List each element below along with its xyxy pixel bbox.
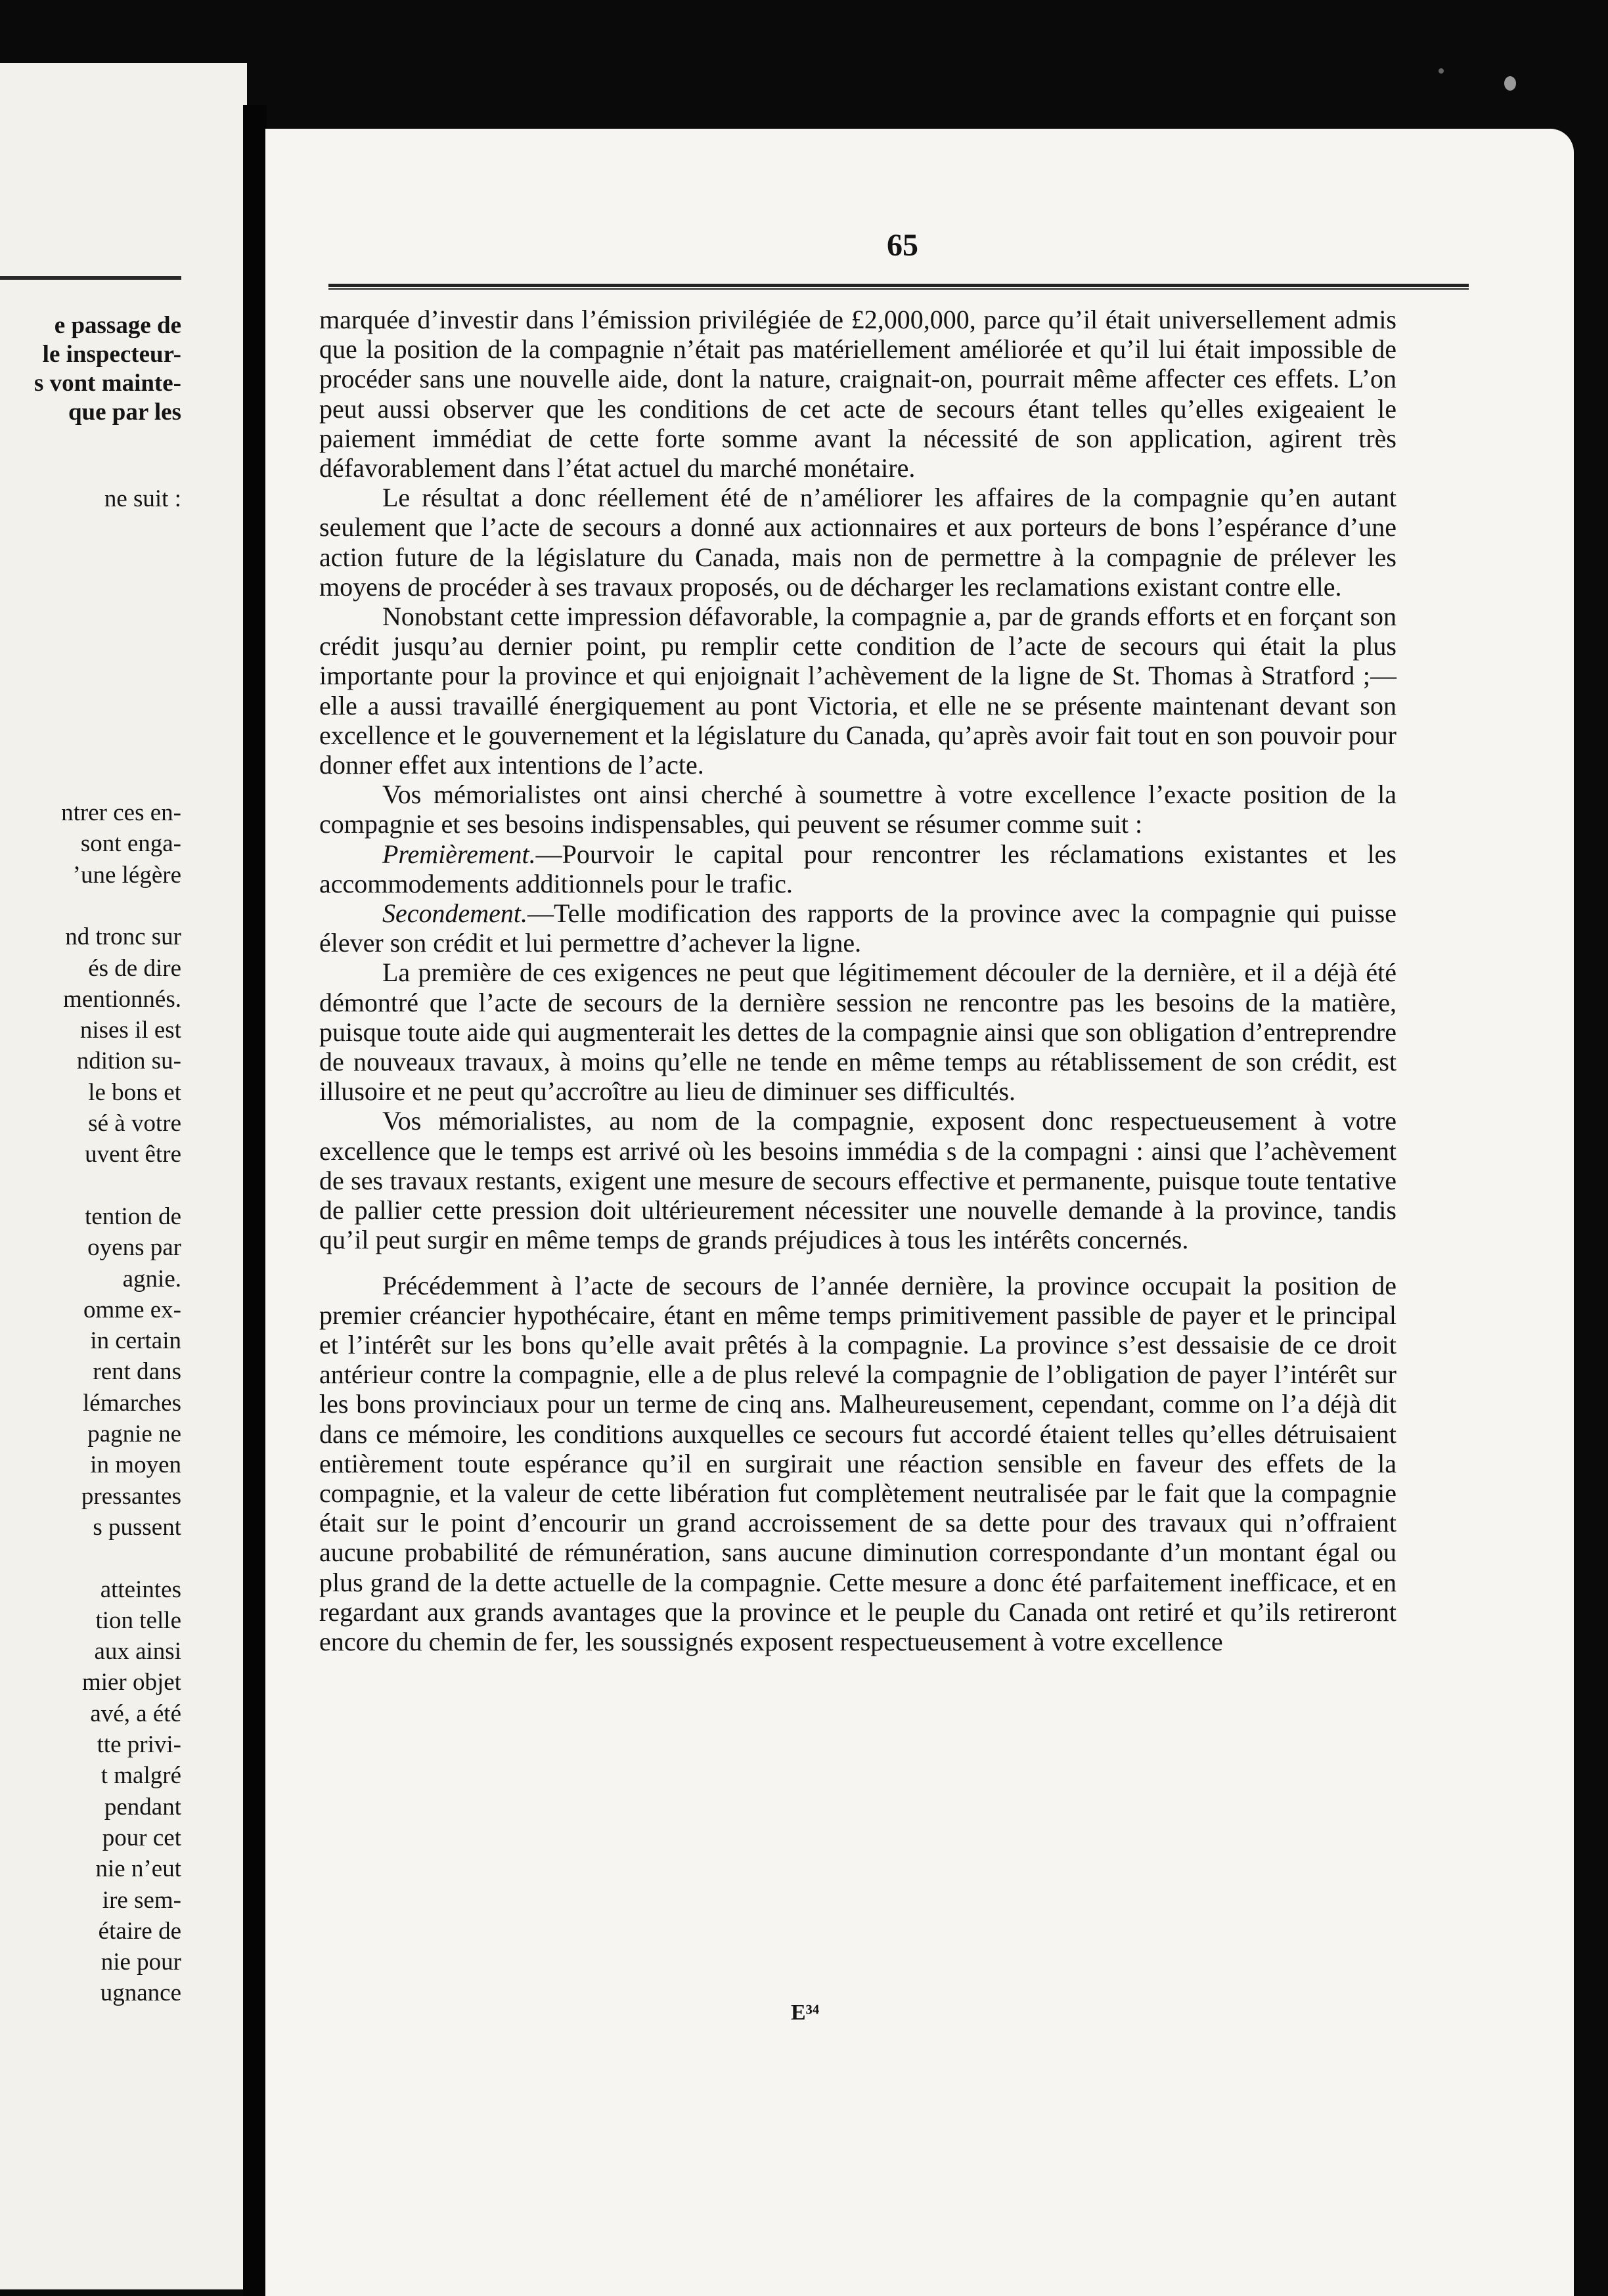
paragraph — [319, 483, 1396, 602]
left-fragment-line: atteintes — [100, 1576, 181, 1603]
left-fragment-line: mier objet — [81, 1669, 181, 1696]
left-fragment-line: que par les — [68, 399, 181, 426]
left-fragment-line: aux ainsi — [94, 1638, 181, 1666]
paragraph-text: La première de ces exigences ne peut que légitimement découler de la dernière, et il a déjà été démontré que l’acte de secours de la dernière session ne rencontre pas les besoins de la matière, puisque toute aide qui augmenterait les dettes de la compagnie ainsi que son obligation d’entreprendre de nouveaux travaux, à moins qu’elle ne tende en même temps au rétablissement de son crédit, est illusoire et ne peut qu’accroître au lieu de diminuer ses difficultés. — [319, 958, 1396, 1107]
left-fragment-line: étaire de — [98, 1917, 181, 1945]
left-fragment-line: ugnance — [100, 1979, 181, 2007]
left-fragment-line: pour cet — [102, 1824, 181, 1851]
left-fragment-line: tion telle — [95, 1606, 181, 1634]
left-fragment-line: e passage de — [54, 312, 181, 339]
paragraph — [319, 305, 1396, 483]
left-fragment-line: pagnie ne — [87, 1421, 181, 1447]
left-fragment-line: in certain — [90, 1327, 181, 1355]
left-fragment-line: ntrer ces en- — [61, 799, 181, 826]
paragraph — [319, 839, 1396, 898]
paragraph-text: —Telle modification des rapports de la province avec la compagnie qui puisse élever son crédit et lui permettre d’achever la ligne. — [319, 898, 1396, 958]
left-fragment-line: s pussent — [93, 1513, 181, 1541]
paragraph-text: Précédemment à l’acte de secours de l’année dernière, la province occupait la position de premier créancier hypothécaire, étant en même temps primitivement passible de payer et le principal et l’intérêt sur les bons qu’elle avait prêtés à la compagnie. La province s’est dessaisie de ce droit antérieur contre la compagnie, elle a de plus relevé la compagnie de l’obligation de payer l’intérêt sur les bons provinciaux pour un terme de cinq ans. Malheureusement, cependant, comme on l’a déjà dit dans ce mémoire, les conditions auxquelles ce secours fut accordé étaient telles qu’elles détruisaient entièrement toute espérance qu’il en surgirait une réaction sensible en faveur des effets de la compagnie, et la valeur de cette libération fut complètement neutralisée par le fait que la compagnie était sur le point d’encourir un grand accroissement de sa dette pour des travaux qui n’offraient aucune probabilité de rémunération, sans aucune diminution correspondante d’un montant égal ou plus grand de la dette actuelle de la compagnie. Cette mesure a donc été parfaitement inefficace, et en regardant aux grands avantages que la province et le peuple du Canada ont retiré et qu’ils retireront encore du chemin de fer, les soussignés exposent respectueusement à votre excellence — [319, 1270, 1396, 1656]
paragraph-text: marquée d’investir dans l’émission privilégiée de £2,000,000, parce qu’il était universellement admis que la position de la compagnie n’était pas matériellement améliorée et qu’il lui était impossible de procéder sans une nouvelle aide, dont la nature, craignait-on, pourrait même affecter ces effets. L’on peut aussi observer que les conditions de cet acte de secours étant telles qu’elles exigeaient le paiement immédiat de cette forte somme avant la nécessité de son application, agirent très défavorablement dans l’état actuel du marché monétaire. — [319, 305, 1396, 483]
left-fragment-line: nd tronc sur — [65, 923, 181, 951]
left-fragment-line: avé, a été — [90, 1700, 181, 1727]
left-fragment-line: sé à votre — [88, 1110, 181, 1137]
left-fragment-line: uvent être — [85, 1141, 181, 1168]
paragraph — [319, 898, 1396, 958]
left-fragment-line: agnie. — [122, 1265, 181, 1292]
left-fragment-line: nie n’eut — [95, 1855, 181, 1883]
signature-mark: E³⁴ — [791, 2000, 820, 2025]
paragraph-lead: Premièrement. — [382, 839, 536, 869]
page-number: 65 — [887, 228, 918, 263]
left-fragment-line: ndition su- — [76, 1048, 181, 1075]
paragraph-text: Vos mémorialistes, au nom de la compagnie, exposent donc respectueusement à votre excellence que le temps est arrivé où les besoins immédia s de la compagni : ainsi que l’achèvement de ses travaux restants, exigent une mesure de secours effective et permanente, puisque toute tentative de pallier cette pression doit ultérieurement nécessiter une nouvelle demande à la province, tandis qu’il peut surgir en même temps de grands préjudices à tous les intérêts concernés. — [319, 1106, 1396, 1255]
paragraph — [319, 1106, 1396, 1254]
left-fragment-line: tention de — [85, 1203, 181, 1230]
scan-speck — [1504, 76, 1516, 91]
left-fragment-line: le bons et — [88, 1078, 181, 1106]
left-fragment-line: sont enga- — [80, 830, 181, 858]
paragraph — [319, 1271, 1396, 1657]
left-fragment-line: t malgré — [100, 1762, 181, 1790]
paragraph-text: Nonobstant cette impression défavorable, la compagnie a, par de grands efforts et en forçant son crédit jusqu’au dernier point, pu remplir cette condition de l’acte de secours qui était la plus importante pour la province et qui enjoignait l’achèvement de la ligne de St. Thomas à Stratford ;—elle a aussi travaillé énergiquement au pont Victoria, et elle ne se présente maintenant devant son excellence et le gouvernement et la législature du Canada, qu’après avoir fait tout en son pouvoir pour donner effet aux intentions de l’acte. — [319, 602, 1396, 780]
paragraph-text: Le résultat a donc réellement été de n’améliorer les affaires de la compagnie qu’en autant seulement que l’acte de secours a donné aux actionnaires et aux porteurs de bons l’espérance d’une action future de la législature du Canada, mais non de permettre à la compagnie de prélever les moyens de procéder à ses travaux proposés, ou de décharger les reclamations existant contre elle. — [319, 483, 1396, 602]
paragraph — [319, 602, 1396, 780]
left-fragment-line: rent dans — [93, 1358, 181, 1386]
body-text — [319, 305, 1396, 1656]
left-fragment-line: omme ex- — [83, 1296, 181, 1323]
left-fragment-line: tte privi- — [97, 1731, 181, 1758]
left-fragment-line: s vont mainte- — [34, 370, 181, 397]
left-fragment-line: ne suit : — [104, 485, 181, 512]
left-page-rule — [0, 276, 181, 280]
book-gutter — [243, 105, 267, 2296]
left-fragment-line: pressantes — [81, 1482, 181, 1510]
left-fragment-line: pendant — [104, 1793, 181, 1821]
left-fragment-line: és de dire — [88, 954, 181, 982]
paragraph-lead: Secondement. — [382, 898, 528, 929]
paragraph-text: —Pourvoir le capital pour rencontrer les réclamations existantes et les accommodements additionnels pour le trafic. — [319, 839, 1396, 898]
left-fragment-line: in moyen — [90, 1451, 181, 1479]
paragraph-text: Vos mémorialistes ont ainsi cherché à soumettre à votre excellence l’exacte position de la compagnie et ses besoins indispensables, qui peuvent se résumer comme suit : — [319, 780, 1396, 839]
page — [265, 129, 1574, 2296]
left-fragment-line: ’une légère — [72, 861, 181, 889]
left-fragment-line: nises il est — [79, 1017, 181, 1044]
left-fragment-line: ire sem- — [102, 1886, 181, 1914]
left-fragment-line: mentionnés. — [63, 985, 181, 1013]
previous-page-fragment — [0, 63, 247, 2289]
left-fragment-line: le inspecteur- — [42, 341, 181, 368]
scan-speck — [1439, 68, 1444, 74]
left-fragment-line: nie pour — [100, 1949, 181, 1976]
paragraph — [319, 780, 1396, 839]
left-fragment-line: lémarches — [83, 1389, 181, 1417]
paragraph — [319, 958, 1396, 1106]
left-fragment-line: oyens par — [87, 1234, 181, 1262]
header-rule — [328, 284, 1469, 290]
